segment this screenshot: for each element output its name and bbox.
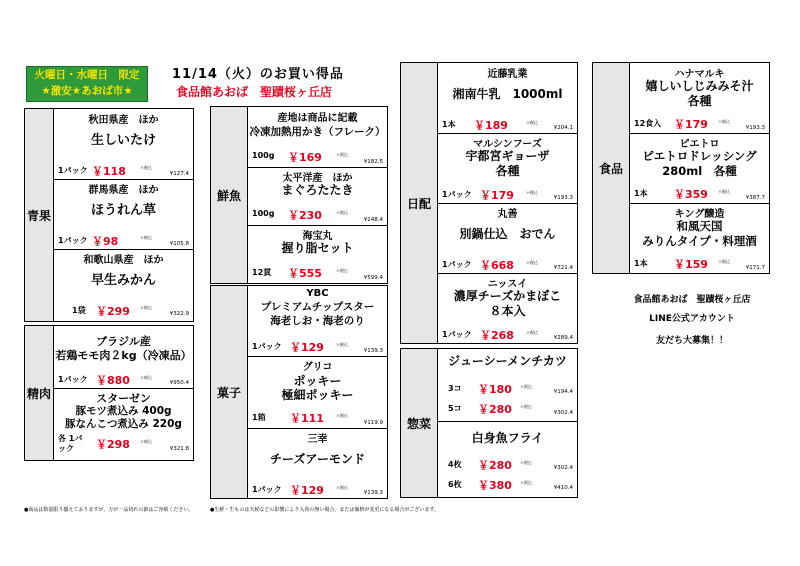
item-card xyxy=(438,203,577,274)
item-price: ￥159 xyxy=(674,258,708,271)
item-price-incl: ¥321.8 xyxy=(169,446,189,452)
item-name: 和風天国 xyxy=(676,219,723,233)
section-grocery xyxy=(592,62,770,274)
item-qty: 1パック xyxy=(442,330,472,339)
line-friends-callout: 友だち大募集！！ xyxy=(655,336,728,346)
item-price-incl: ¥410.4 xyxy=(553,485,573,491)
item-price: ￥129 xyxy=(290,341,324,354)
item-name: 濃厚チーズかまぼこ xyxy=(453,289,562,303)
item-brand: グリコ xyxy=(302,362,333,373)
item-origin: ブラジル産 xyxy=(96,335,151,348)
item-qty: 100g xyxy=(252,151,275,160)
item-price-incl: ¥322.9 xyxy=(169,311,189,317)
tax-note: ＊税込 xyxy=(520,384,532,389)
tax-note: ＊税込 xyxy=(526,260,538,265)
tax-note: ＊税込 xyxy=(526,120,538,125)
item-price: ￥98 xyxy=(92,235,119,248)
item-price: ￥280 xyxy=(478,459,512,472)
item-price-incl: ¥105.8 xyxy=(169,241,189,247)
item-qty: 1本 xyxy=(442,120,456,129)
item-price-incl: ¥193.3 xyxy=(745,125,765,131)
item-qty: 1本 xyxy=(634,189,648,198)
item-name: 豚モツ煮込み 400g xyxy=(75,405,172,417)
item-price-incl: ¥171.7 xyxy=(745,265,765,271)
item-card xyxy=(248,286,387,357)
item-card xyxy=(438,349,577,422)
item-variant: 各種 xyxy=(495,164,520,178)
item-price-incl: ¥182.5 xyxy=(363,159,383,165)
item-name: チーズアーモンド xyxy=(269,452,366,466)
tax-note: ＊税込 xyxy=(336,413,348,418)
section-deli xyxy=(400,348,578,498)
item-card xyxy=(630,133,769,204)
item-variant: 各種 xyxy=(687,94,712,108)
badge-line1: 火曜日・水曜日 限定 xyxy=(34,69,140,81)
item-name: 白身魚フライ xyxy=(471,431,544,445)
item-card xyxy=(438,273,577,343)
item-variant: ８本入 xyxy=(489,304,526,318)
item-brand: 海宝丸 xyxy=(302,231,333,242)
item-price: ￥179 xyxy=(480,189,514,202)
item-name: 宇都宮ギョーザ xyxy=(465,149,550,163)
item-card xyxy=(54,179,193,250)
line-shop-name: 食品館あおば 聖蹟桜ヶ丘店 xyxy=(633,295,751,305)
badge-line2: ★激安★あおば市★ xyxy=(41,85,133,97)
item-card xyxy=(54,326,193,389)
item-price: ￥118 xyxy=(92,165,126,178)
item-card xyxy=(630,63,769,134)
section-produce xyxy=(24,108,194,322)
tax-note: ＊税込 xyxy=(140,165,152,170)
item-brand: ピエトロ xyxy=(679,139,720,150)
category-label: 惣菜 xyxy=(401,349,438,497)
item-qty: 3コ xyxy=(448,384,462,393)
footer-note-left: ●商品は数量限り揃えておりますが、万が一品切れの節はご容赦ください。 xyxy=(24,507,194,513)
item-origin: 秋田県産 ほか xyxy=(88,115,159,126)
item-price-incl: ¥289.4 xyxy=(553,335,573,341)
item-name: 若鶏モモ肉２kg（冷凍品） xyxy=(55,349,192,362)
tax-note: ＊税込 xyxy=(520,480,532,485)
tax-note: ＊税込 xyxy=(140,375,152,380)
footer-note-right: ●生鮮・生ものは天候などの影響により入荷の無い場合、または価格が変更になる場合がございます。 xyxy=(210,507,439,513)
item-price-incl: ¥950.4 xyxy=(169,380,189,386)
item-price-incl: ¥204.1 xyxy=(553,125,573,131)
item-price: ￥169 xyxy=(288,151,322,164)
category-label: 食品 xyxy=(593,63,630,273)
item-price-incl: ¥302.4 xyxy=(553,465,573,471)
item-price-incl: ¥119.9 xyxy=(363,420,383,426)
item-card xyxy=(438,421,577,497)
item-name: ほうれん草 xyxy=(90,203,156,218)
item-price: ￥180 xyxy=(478,383,512,396)
item-origin: 和歌山県産 ほか xyxy=(83,255,164,266)
item-origin: 太平洋産 ほか xyxy=(282,173,353,184)
item-name: 早生みかん xyxy=(90,273,156,288)
item-price: ￥268 xyxy=(480,329,514,342)
item-card xyxy=(54,109,193,180)
tax-note: ＊税込 xyxy=(718,259,730,264)
item-price-incl: ¥139.3 xyxy=(363,348,383,354)
item-qty: 1箱 xyxy=(252,413,266,422)
category-label: 青果 xyxy=(25,109,54,321)
item-price-incl: ¥387.7 xyxy=(745,195,765,201)
tax-note: ＊税込 xyxy=(718,189,730,194)
item-qty: 1本 xyxy=(634,259,648,268)
item-card xyxy=(248,167,387,226)
item-qty: 6枚 xyxy=(448,480,462,489)
item-name: ジューシーメンチカツ xyxy=(448,354,567,368)
item-qty: 4枚 xyxy=(448,460,462,469)
item-qty: 12食入 xyxy=(634,119,662,128)
item-price-incl: ¥599.4 xyxy=(363,275,383,281)
item-name: 別鍋仕込 おでん xyxy=(459,227,556,241)
item-price-incl: ¥302.4 xyxy=(553,410,573,416)
item-qty: 12貫 xyxy=(252,268,272,277)
section-snacks xyxy=(210,285,388,499)
item-qty: 1パック xyxy=(442,190,472,199)
item-name: 湘南牛乳 1000ml xyxy=(452,87,563,101)
item-card xyxy=(248,428,387,498)
item-name: まぐろたたき xyxy=(281,183,354,197)
item-qty: 1パック xyxy=(252,342,282,351)
item-price: ￥298 xyxy=(96,438,130,451)
item-qty: 1パック xyxy=(442,260,472,269)
tax-note: ＊税込 xyxy=(140,235,152,240)
item-name: 握り脂セット xyxy=(281,241,354,255)
tax-note: ＊税込 xyxy=(336,152,348,157)
tax-note: ＊税込 xyxy=(140,439,152,444)
item-qty: 5コ xyxy=(448,404,462,413)
item-name: ピエトロドレッシング xyxy=(642,149,757,163)
tax-note: ＊税込 xyxy=(718,119,730,124)
promo-badge xyxy=(26,66,148,102)
tax-note: ＊税込 xyxy=(526,330,538,335)
item-name: プレミアムチップスター xyxy=(260,301,375,313)
item-brand: キング醸造 xyxy=(674,209,725,220)
item-name: 冷凍加熱用かき（フレーク） xyxy=(249,126,386,138)
item-name: 嬉しいしじみみそ汁 xyxy=(645,79,754,93)
item-variant: 280ml 各種 xyxy=(662,164,737,178)
item-price: ￥668 xyxy=(480,259,514,272)
item-variant: 極細ポッキー xyxy=(281,388,354,402)
item-price: ￥179 xyxy=(674,118,708,131)
category-label: 菓子 xyxy=(211,286,248,498)
tax-note: ＊税込 xyxy=(140,305,152,310)
item-card xyxy=(438,63,577,134)
item-variant: みりんタイプ・料理酒 xyxy=(642,234,757,248)
item-qty: 1パック xyxy=(252,485,282,494)
item-price: ￥280 xyxy=(478,403,512,416)
item-name: 豚なんこつ煮込み 220g xyxy=(65,418,182,430)
item-brand: 丸善 xyxy=(497,209,518,220)
item-price-incl: ¥193.3 xyxy=(553,195,573,201)
item-card xyxy=(248,356,387,429)
item-price: ￥129 xyxy=(290,484,324,497)
item-brand: 三幸 xyxy=(307,434,328,445)
item-price-incl: ¥127.4 xyxy=(169,171,189,177)
category-label: 日配 xyxy=(401,63,438,343)
item-price: ￥555 xyxy=(288,267,322,280)
category-label: 鮮魚 xyxy=(211,107,248,283)
item-card xyxy=(630,203,769,273)
item-brand: ハナマルキ xyxy=(674,69,725,80)
item-brand: スターゼン xyxy=(96,392,151,405)
item-qty: 1袋 xyxy=(72,306,86,315)
item-price: ￥359 xyxy=(674,188,708,201)
item-card xyxy=(248,107,387,168)
item-card xyxy=(54,388,193,460)
item-qty: 1パック xyxy=(58,236,88,245)
tax-note: ＊税込 xyxy=(520,460,532,465)
item-brand: ニッスイ xyxy=(487,279,528,290)
line-account-label: LINE公式アカウント xyxy=(649,314,735,324)
tax-note: ＊税込 xyxy=(520,404,532,409)
item-price: ￥880 xyxy=(96,374,130,387)
item-variant: 海老しお・海老のり xyxy=(270,315,365,327)
tax-note: ＊税込 xyxy=(336,210,348,215)
item-qty: 100g xyxy=(252,209,275,218)
item-price-incl: ¥721.4 xyxy=(553,265,573,271)
section-fish xyxy=(210,106,388,284)
item-qty: 1パック xyxy=(58,375,88,384)
category-label: 精肉 xyxy=(25,326,54,460)
item-brand: YBC xyxy=(306,288,329,299)
item-origin: 群馬県産 ほか xyxy=(88,185,159,196)
tax-note: ＊税込 xyxy=(336,485,348,490)
item-price-incl: ¥194.4 xyxy=(553,389,573,395)
section-daily xyxy=(400,62,578,344)
item-brand: マルシンフーズ xyxy=(473,139,542,150)
item-price-incl: ¥248.4 xyxy=(363,217,383,223)
item-price: ￥299 xyxy=(96,305,130,318)
tax-note: ＊税込 xyxy=(336,342,348,347)
item-qty: 1パック xyxy=(58,166,88,175)
item-brand: 近藤乳業 xyxy=(487,69,528,80)
item-card xyxy=(438,133,577,204)
section-meat xyxy=(24,325,194,461)
item-price: ￥111 xyxy=(290,412,324,425)
tax-note: ＊税込 xyxy=(336,268,348,273)
page-title: 11/14（火）のお買い得品 xyxy=(172,67,344,82)
item-price: ￥230 xyxy=(288,209,322,222)
item-card xyxy=(54,249,193,321)
item-origin: 産地は商品に記載 xyxy=(277,113,358,124)
item-price: ￥189 xyxy=(474,119,508,132)
item-card xyxy=(248,225,387,283)
item-price-incl: ¥139.3 xyxy=(363,490,383,496)
item-price: ￥380 xyxy=(478,479,512,492)
item-name: ポッキー xyxy=(293,374,342,388)
tax-note: ＊税込 xyxy=(526,190,538,195)
item-qty: 各 1パック xyxy=(58,434,83,453)
item-name: 生しいたけ xyxy=(90,133,156,148)
shop-name: 食品館あおば 聖蹟桜ヶ丘店 xyxy=(176,85,333,99)
